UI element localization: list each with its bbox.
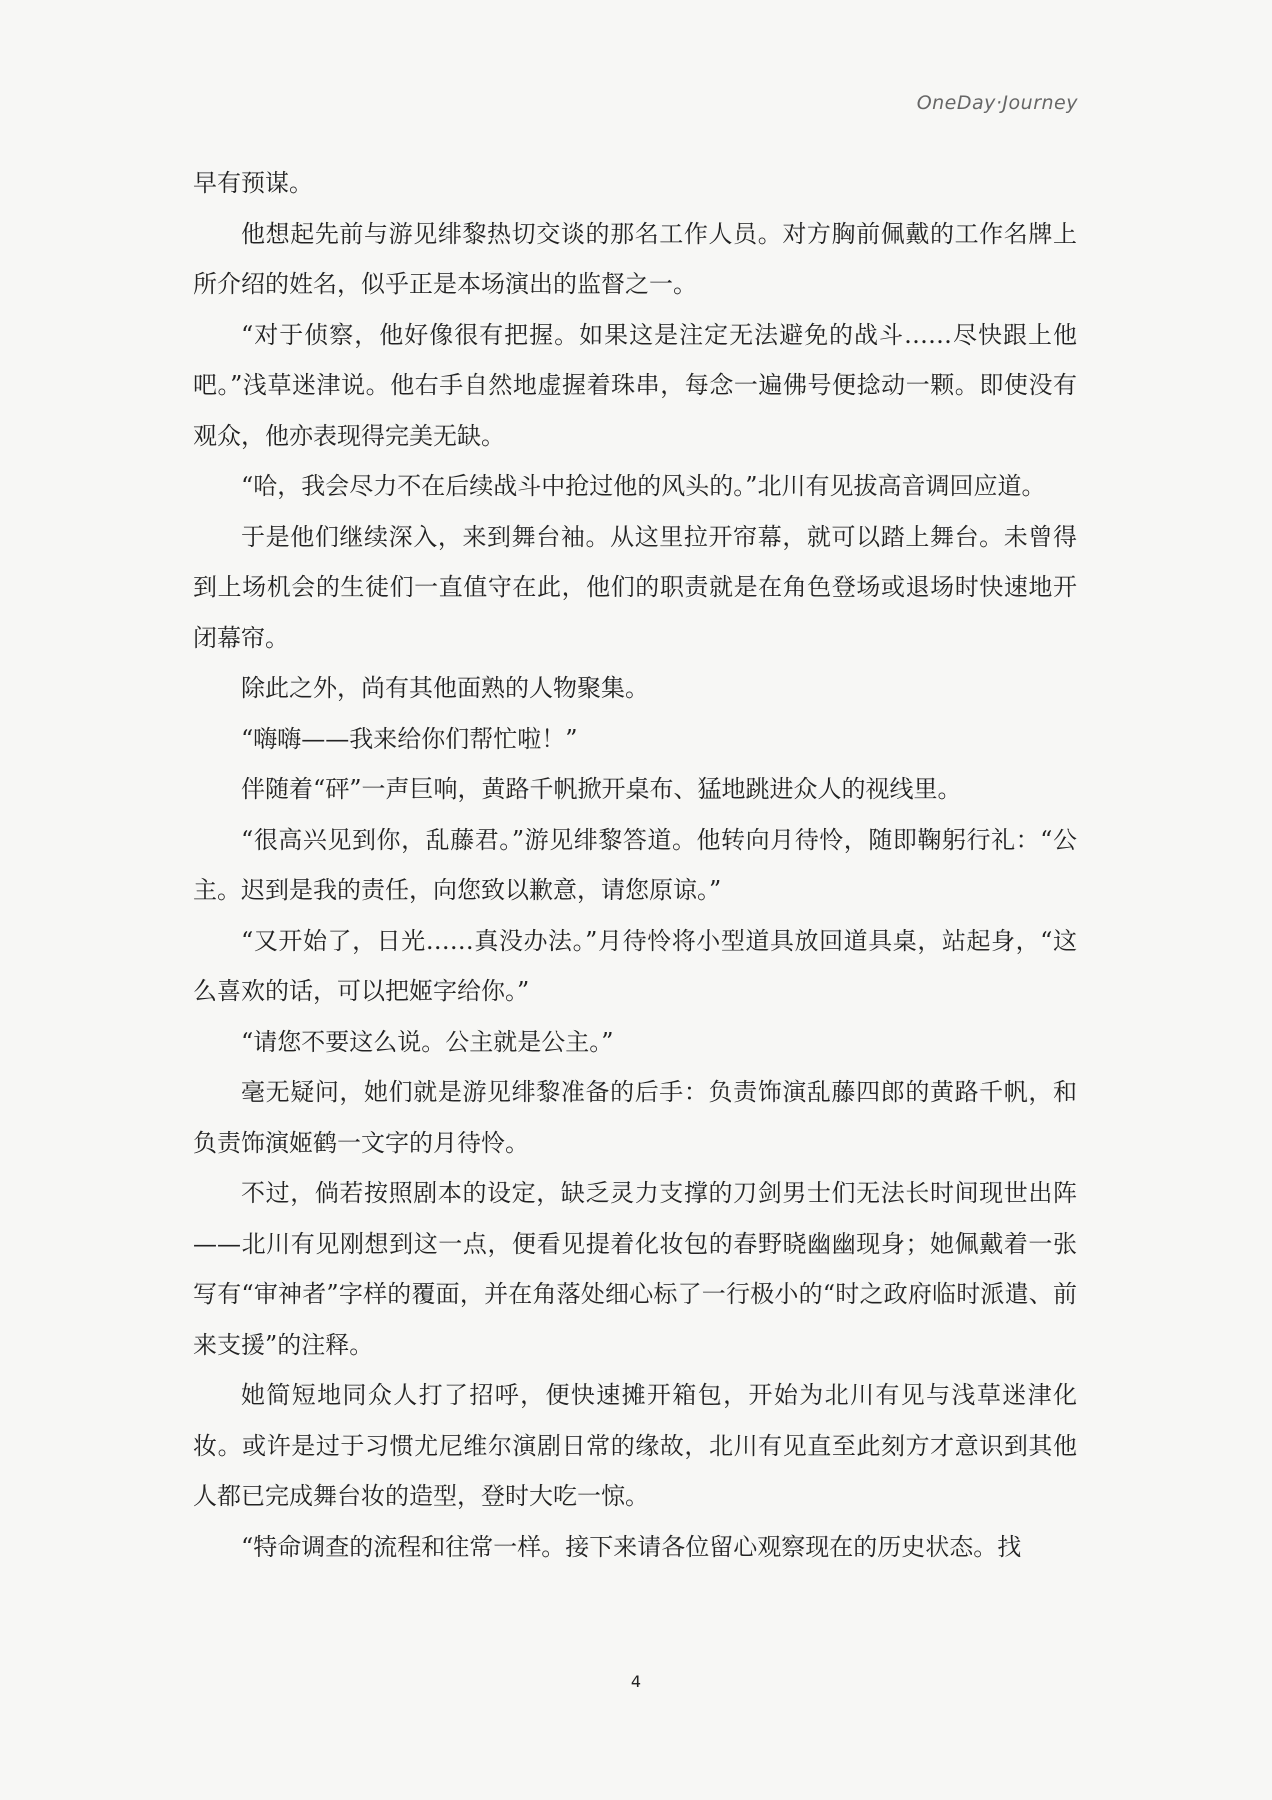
paragraph: “哈，我会尽力不在后续战斗中抢过他的风头的。”北川有见拔高音调回应道。 [241, 472, 1046, 500]
paragraph: 伴随着“砰”一声巨响，黄路千帆掀开桌布、猛地跳进众人的视线里。 [241, 775, 962, 803]
paragraph: “嗨嗨——我来给你们帮忙啦！” [241, 724, 578, 753]
paragraph: 不过，倘若按照剧本的设定，缺乏灵力支撑的刀剑男士们无法长时间现世出阵——北川有见刚想到这一点，便看见提着化妆包的春野晓幽幽现身；她佩戴着一张写有“审神者”字样的覆面，并在角落处细心标了一行极小的“时之政府临时派遣、前来支援”的注释。 [193, 1179, 1077, 1359]
page-number: 4 [630, 1672, 642, 1691]
paragraph: 她简短地同众人打了招呼，便快速摊开箱包，开始为北川有见与浅草迷津化妆。或许是过于习惯尤尼维尔演剧日常的缘故，北川有见直至此刻方才意识到其他人都已完成舞台妆的造型，登时大吃一惊。 [193, 1381, 1077, 1510]
body-text [193, 158, 1077, 1572]
paragraph: “请您不要这么说。公主就是公主。” [241, 1027, 614, 1056]
paragraph: 毫无疑问，她们就是游见绯黎准备的后手：负责饰演乱藤四郎的黄路千帆，和负责饰演姬鹤一文字的月待怜。 [193, 1078, 1077, 1157]
paragraph: 除此之外，尚有其他面熟的人物聚集。 [241, 674, 649, 702]
paragraph: “很高兴见到你，乱藤君。”游见绯黎答道。他转向月待怜，随即鞠躬行礼：“公主。迟到是我的责任，向您致以歉意，请您原谅。” [193, 825, 1077, 904]
paragraph: “特命调查的流程和往常一样。接下来请各位留心观察现在的历史状态。找 [241, 1532, 1022, 1561]
paragraph: “又开始了，日光……真没办法。”月待怜将小型道具放回道具桌，站起身，“这么喜欢的话，可以把姬字给你。” [193, 926, 1077, 1005]
paragraph: 早有预谋。 [193, 169, 313, 197]
paragraph: 他想起先前与游见绯黎热切交谈的那名工作人员。对方胸前佩戴的工作名牌上所介绍的姓名，似乎正是本场演出的监督之一。 [193, 219, 1077, 298]
running-header: OneDay·Journey [916, 92, 1078, 114]
paragraph: “对于侦察，他好像很有把握。如果这是注定无法避免的战斗……尽快跟上他吧。”浅草迷津说。他右手自然地虚握着珠串，每念一遍佛号便捻动一颗。即使没有观众，他亦表现得完美无缺。 [193, 320, 1077, 450]
paragraph: 于是他们继续深入，来到舞台袖。从这里拉开帘幕，就可以踏上舞台。未曾得到上场机会的生徒们一直值守在此，他们的职责就是在角色登场或退场时快速地开闭幕帘。 [193, 522, 1077, 652]
